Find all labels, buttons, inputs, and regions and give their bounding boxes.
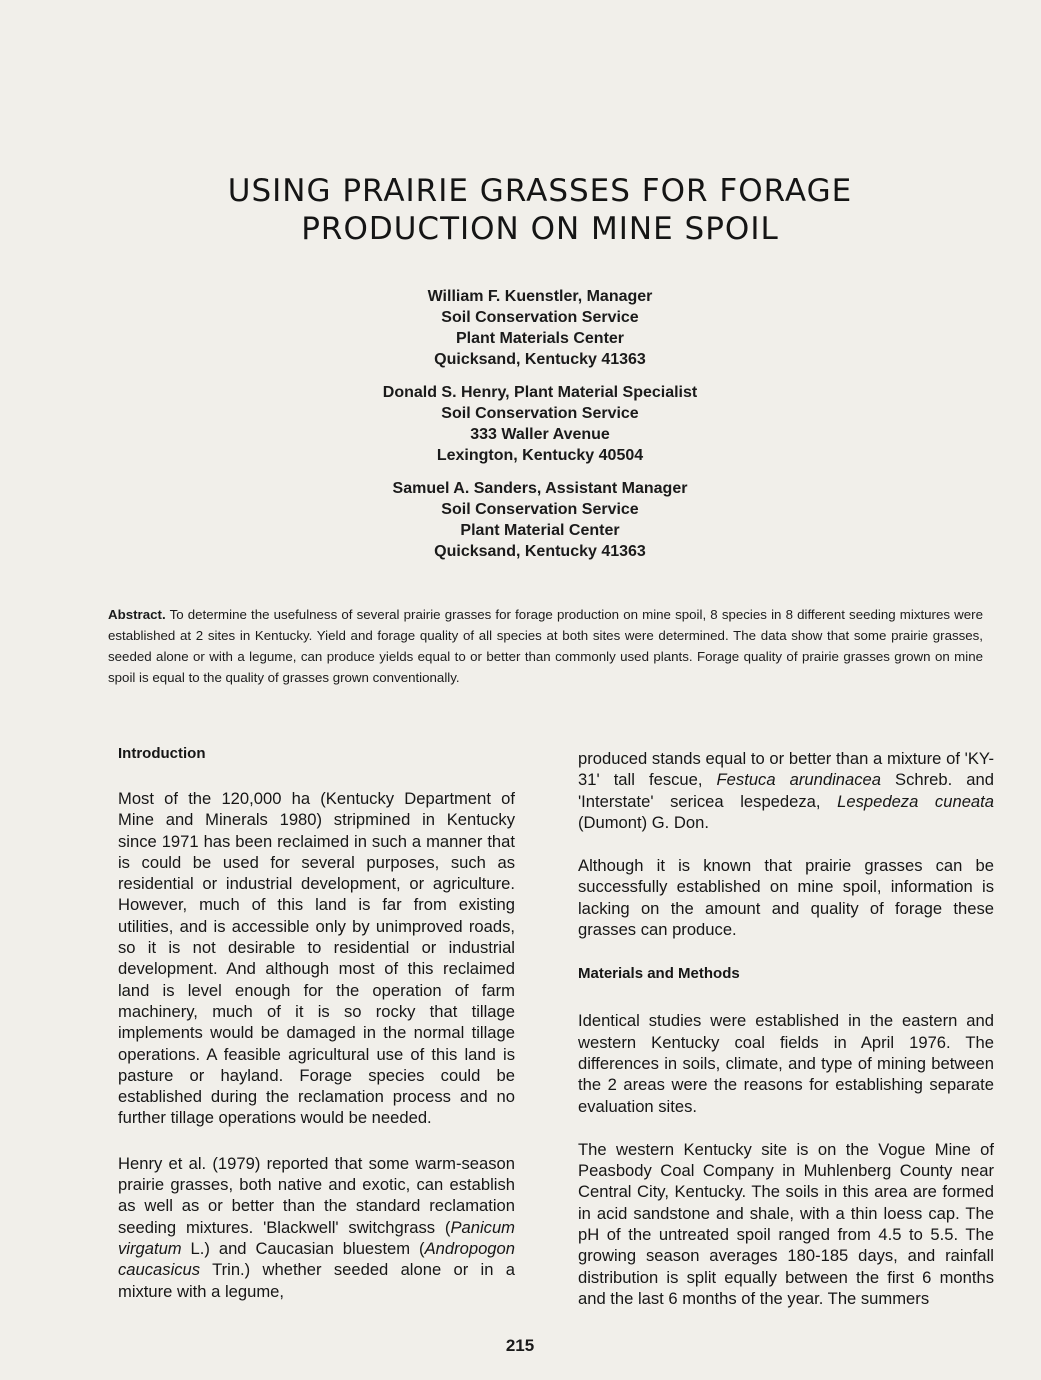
methods-paragraph-2: The western Kentucky site is on the Vogue Mine of Peasbody Coal Company in Muhlenberg County near Central City, Kentucky. The soils in this area are formed in acid sandstone and shale, with a thin loess cap. The pH of the untreated spoil ranged from 4.5 to 5.5. The growing season averages 180-185 days, and rainfall distribution is split equally between the first 6 months and the last 6 months of the year. The summers xyxy=(578,1139,994,1308)
text-run: produced stands equal to or better than a mixture of 'KY-31' tall fescue, xyxy=(578,749,994,790)
right-column xyxy=(578,748,994,1309)
species-name: Festuca arundinacea xyxy=(716,770,881,790)
methods-paragraph-1: Identical studies were established in the eastern and western Kentucky coal fields in April 1976. The differences in soils, climate, and type of mining between the 2 areas were the reasons for establishing separate evaluation sites. xyxy=(578,1011,994,1116)
left-column xyxy=(118,744,515,1302)
paragraph-gap xyxy=(578,1117,994,1139)
abstract-label: Abstract. xyxy=(108,607,166,622)
author-block xyxy=(300,382,780,466)
author-org: Soil Conservation Service xyxy=(441,405,639,422)
intro-paragraph-1: Most of the 120,000 ha (Kentucky Department of Mine and Minerals 1980) stripmined in Kentucky since 1971 has been reclaimed in such a manner that is could be used for several purposes, such as residential or industrial development, or agriculture. However, much of this land is far from existing utilities, and is accessible only by unimproved roads, so it is not desirable to residential or industrial development. And although most of this reclaimed land is level enough for the operation of farm machinery, much of it is so rocky that tillage implements would be damaged in the normal tillage operations. A feasible agricultural use of this land is pasture or hayland. Forage species could be established during the reclamation process and no further tillage operations would be needed. xyxy=(118,789,515,1128)
paragraph-gap xyxy=(578,833,994,855)
introduction-heading: Introduction xyxy=(118,745,206,762)
abstract-text: To determine the usefulness of several prairie grasses for forage production on mine spoil, 8 species in 8 different seeding mixtures were established at 2 sites in Kentucky. Yield and forage quality of all species at both sites were determined. The data show that some prairie grasses, seeded alone or with a legume, can produce yields equal to or better than commonly used plants. Forage quality of prairie grasses grown on mine spoil is equal to the quality of grasses grown conventionally. xyxy=(108,607,983,685)
author-unit: Plant Material Center xyxy=(460,522,620,539)
author-city: Quicksand, Kentucky 41363 xyxy=(434,543,646,560)
paper-title xyxy=(160,172,920,248)
author-org: Soil Conservation Service xyxy=(441,501,639,518)
author-city: Quicksand, Kentucky 41363 xyxy=(434,351,646,368)
species-name: Panicum virgatum xyxy=(118,1217,515,1258)
author-name: Samuel A. Sanders, Assistant Manager xyxy=(392,480,688,497)
intro-paragraph-4: Although it is known that prairie grasses can be successfully established on mine spoil, information is lacking on the amount and quality of forage these grasses can produce. xyxy=(578,856,994,940)
author-unit: 333 Waller Avenue xyxy=(470,426,610,443)
text-run: L.) and Caucasian bluestem ( xyxy=(181,1238,425,1258)
text-run: Schreb. and 'Interstate' sericea lespedeza, xyxy=(578,770,994,811)
text-run: (Dumont) G. Don. xyxy=(578,812,709,832)
title-line-2: PRODUCTION ON MINE SPOIL xyxy=(301,211,779,247)
author-unit: Plant Materials Center xyxy=(455,330,625,347)
species-name: Lespedeza cuneata xyxy=(837,791,994,811)
methods-heading: Materials and Methods xyxy=(578,965,740,983)
author-name: William F. Kuenstler, Manager xyxy=(427,288,653,305)
intro-paragraph-2 xyxy=(118,1153,515,1302)
species-name: Andropogon caucasicus xyxy=(118,1238,515,1280)
text-run: Trin.) whether seeded alone or in a mixture with a legume, xyxy=(118,1260,515,1301)
author-block xyxy=(300,478,780,562)
author-list xyxy=(300,286,780,574)
text-run: Henry et al. (1979) reported that some warm-season prairie grasses, both native and exotic, can establish as well as or better than the standard reclamation seeding mixtures. 'Blackwell' switchgrass ( xyxy=(118,1153,515,1237)
author-org: Soil Conservation Service xyxy=(441,309,639,326)
page-number: 215 xyxy=(505,1336,535,1355)
abstract xyxy=(108,604,983,688)
intro-paragraph-3 xyxy=(578,748,994,833)
author-name: Donald S. Henry, Plant Material Specialist xyxy=(382,384,698,401)
author-block xyxy=(300,286,780,370)
title-line-1: USING PRAIRIE GRASSES FOR FORAGE xyxy=(227,173,853,209)
author-city: Lexington, Kentucky 40504 xyxy=(436,447,644,464)
